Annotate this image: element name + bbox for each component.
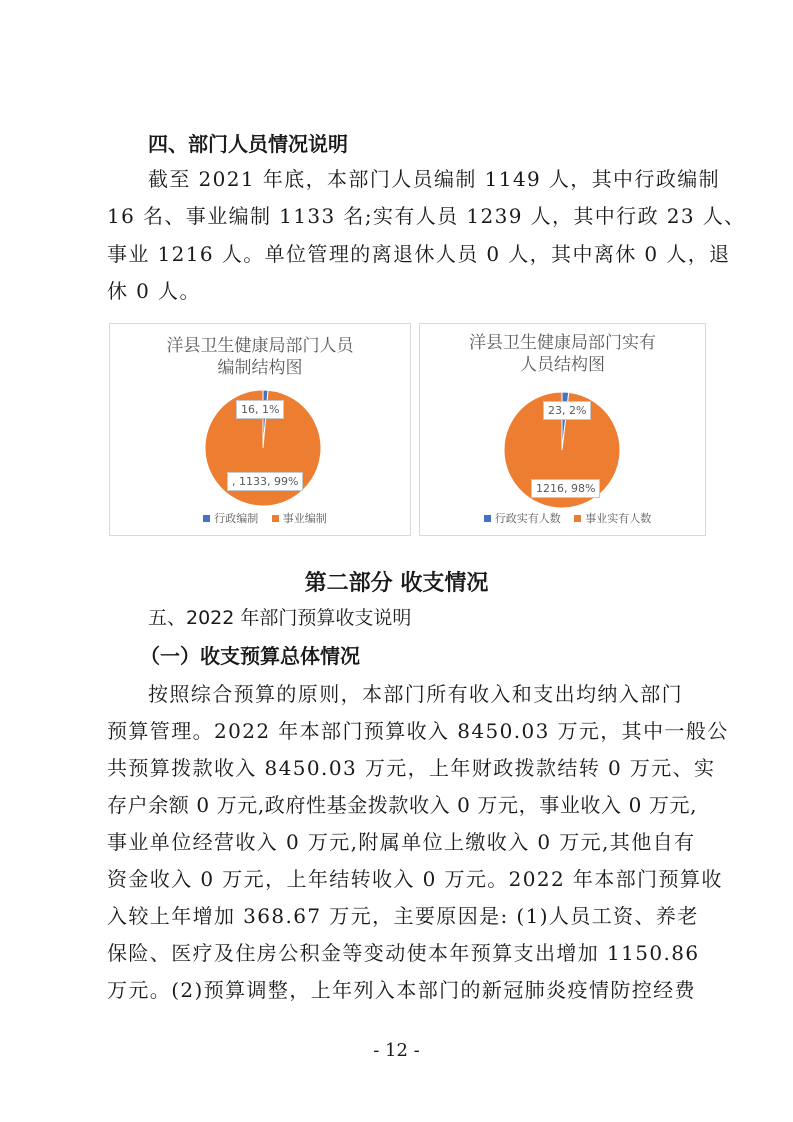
section-heading-budget: 五、2022 年部门预算收支说明 [148, 607, 412, 629]
chart-title-line: 人员结构图 [520, 355, 605, 375]
paragraph-line: 资金收入 0 万元，上年结转收入 0 万元。2022 年本部门预算收 [107, 867, 723, 891]
pie-svg [110, 324, 410, 535]
paragraph-line: 截至 2021 年底，本部门人员编制 1149 人，其中行政编制 [148, 167, 721, 191]
pie-svg [420, 324, 705, 535]
paragraph-line: 事业 1216 人。单位管理的离退休人员 0 人，其中离休 0 人，退 [107, 242, 731, 266]
paragraph-line: 万元。(2)预算调整，上年列入本部门的新冠肺炎疫情防控经费 [107, 978, 696, 1002]
paragraph-line: 休 0 人。 [107, 279, 201, 303]
legend-swatch-institution [272, 515, 279, 522]
subsection-heading-overview: （一）收支预算总体情况 [140, 644, 360, 668]
pie-chart-actual-staff [419, 323, 706, 536]
paragraph-line: 存户余额 0 万元,政府性基金拨款收入 0 万元，事业收入 0 万元, [107, 793, 698, 817]
part-heading: 第二部分 收支情况 [304, 571, 489, 596]
page-number: - 12 - [373, 1040, 420, 1061]
paragraph-line: 16 名、事业编制 1133 名;实有人员 1239 人，其中行政 23 人、 [107, 204, 746, 228]
paragraph-line: 预算管理。2022 年本部门预算收入 8450.03 万元，其中一般公 [107, 719, 729, 743]
data-label-institution: 1216, 98% [531, 479, 600, 498]
legend-label-institution: 事业实有人数 [585, 512, 652, 525]
legend-swatch-institution [574, 515, 581, 522]
paragraph-line: 事业单位经营收入 0 万元,附属单位上缴收入 0 万元,其他自有 [107, 830, 696, 854]
paragraph-line: 入较上年增加 368.67 万元，主要原因是: (1)人员工资、养老 [107, 904, 699, 928]
data-label-admin: 16, 1% [236, 400, 284, 419]
legend-swatch-admin [484, 515, 491, 522]
chart-title-line: 洋县卫生健康局部门实有 [469, 333, 656, 353]
paragraph-line: 共预算拨款收入 8450.03 万元，上年财政拨款结转 0 万元、实 [107, 756, 716, 780]
chart-legend [420, 510, 705, 526]
legend-label-admin: 行政编制 [214, 512, 259, 525]
legend-swatch-admin [203, 515, 210, 522]
paragraph-line: 按照综合预算的原则，本部门所有收入和支出均纳入部门 [148, 682, 683, 706]
legend-label-admin: 行政实有人数 [494, 512, 561, 525]
legend-label-institution: 事业编制 [282, 512, 327, 525]
paragraph-line: 保险、医疗及住房公积金等变动使本年预算支出增加 1150.86 [107, 941, 700, 965]
chart-title-line: 洋县卫生健康局部门人员 [166, 336, 354, 356]
data-label-admin: 23, 2% [543, 401, 591, 420]
chart-title-line: 编制结构图 [217, 358, 303, 378]
data-label-institution: , 1133, 99% [227, 472, 303, 491]
pie-chart-staffing [109, 323, 411, 536]
chart-legend [110, 510, 410, 526]
section-heading-staff: 四、部门人员情况说明 [148, 132, 348, 156]
